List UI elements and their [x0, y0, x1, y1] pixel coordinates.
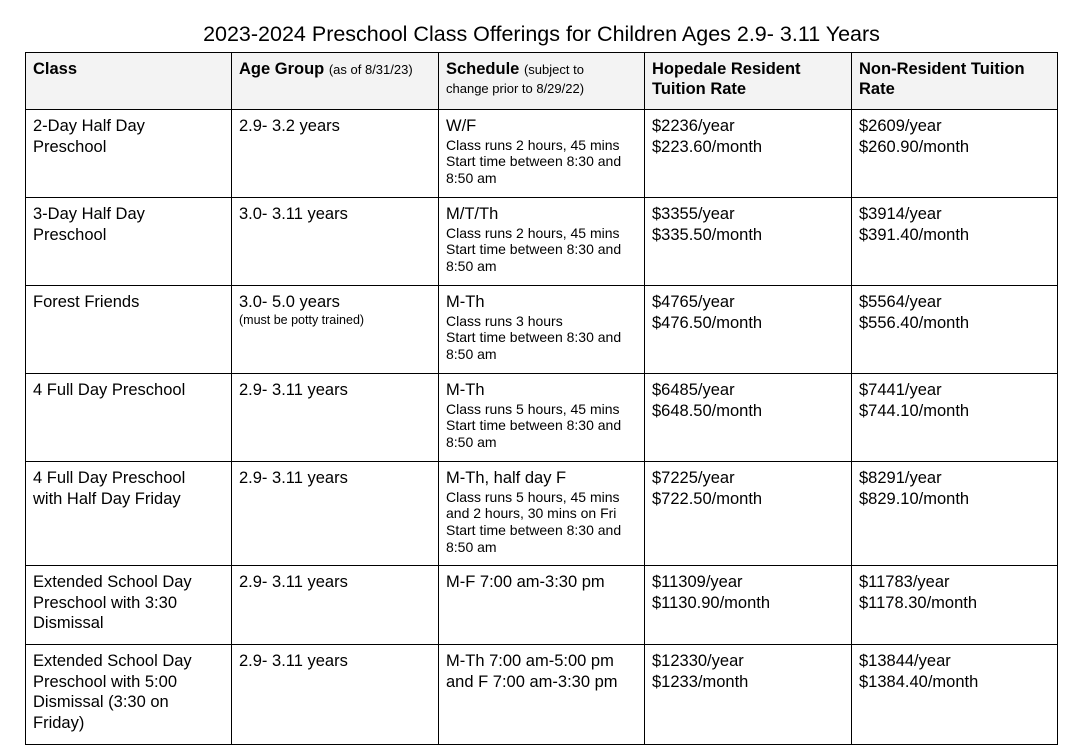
cell-schedule [439, 374, 645, 462]
cell-nonresident-rate [852, 286, 1058, 374]
cell-age-group [232, 286, 439, 374]
age-range: 2.9- 3.11 years [239, 381, 348, 399]
schedule-main-line: M-Th, half day F [446, 469, 567, 487]
class-lines-line: Extended School Day [33, 573, 192, 591]
nonresident-line: $13844/year [859, 652, 951, 670]
class-lines-line: Preschool with 3:30 [33, 593, 177, 612]
table-row [26, 566, 1058, 645]
resident-line: $722.50/month [652, 489, 763, 508]
nonresident-line: $1384.40/month [859, 672, 979, 691]
schedule-details-line: Class runs 2 hours, 45 mins [446, 136, 620, 153]
header-age-group-note: (as of 8/31/23) [328, 62, 413, 77]
nonresident-line: $1178.30/month [859, 593, 978, 612]
resident-line: $1233/month [652, 672, 749, 691]
age-range: 2.9- 3.2 years [239, 117, 340, 135]
cell-resident-rate [645, 198, 852, 286]
table-row [26, 645, 1058, 745]
class-lines-line: 2-Day Half Day [33, 117, 145, 135]
table-row [26, 198, 1058, 286]
class-lines-line: Preschool [33, 225, 107, 244]
table-row [26, 110, 1058, 198]
nonresident-line: $391.40/month [859, 225, 970, 244]
resident-line: $335.50/month [652, 225, 763, 244]
cell-class [26, 462, 232, 566]
schedule-details-line: 8:50 am [446, 346, 497, 363]
cell-nonresident-rate [852, 462, 1058, 566]
nonresident-line: $3914/year [859, 205, 942, 223]
age-range: 2.9- 3.11 years [239, 652, 348, 670]
schedule-details-line: Start time between 8:30 and [446, 153, 622, 170]
cell-age-group [232, 462, 439, 566]
resident-line: $4765/year [652, 293, 735, 311]
header-age-group: Age Group (as of 8/31/23) [232, 53, 439, 110]
schedule-details-line: Start time between 8:30 and [446, 329, 622, 346]
header-schedule: Schedule (subject to change prior to 8/29/22) [439, 53, 645, 110]
schedule-details-line: and 2 hours, 30 mins on Fri [446, 505, 617, 522]
schedule-main-line: M-Th [446, 381, 485, 399]
cell-nonresident-rate [852, 110, 1058, 198]
cell-nonresident-rate [852, 374, 1058, 462]
resident-line: $223.60/month [652, 137, 763, 156]
cell-nonresident-rate [852, 645, 1058, 745]
cell-schedule [439, 110, 645, 198]
nonresident-line: $8291/year [859, 469, 942, 487]
nonresident-line: $2609/year [859, 117, 942, 135]
header-class: Class [26, 53, 232, 110]
header-resident-rate: Hopedale Resident Tuition Rate [645, 53, 852, 110]
age-range: 2.9- 3.11 years [239, 469, 348, 487]
table-row [26, 462, 1058, 566]
class-lines-line: Extended School Day [33, 652, 192, 670]
cell-schedule [439, 566, 645, 645]
header-schedule-note-1: (subject to [523, 62, 584, 77]
cell-nonresident-rate [852, 198, 1058, 286]
schedule-details-line: 8:50 am [446, 170, 497, 187]
resident-line: $2236/year [652, 117, 735, 135]
cell-class [26, 566, 232, 645]
cell-class [26, 110, 232, 198]
nonresident-line: $744.10/month [859, 401, 970, 420]
schedule-details-line: Start time between 8:30 and [446, 241, 622, 258]
resident-line: $12330/year [652, 652, 744, 670]
resident-line: $6485/year [652, 381, 735, 399]
header-nonresident-rate: Non-Resident Tuition Rate [852, 53, 1058, 110]
cell-resident-rate [645, 645, 852, 745]
age-range: 3.0- 5.0 years [239, 293, 340, 311]
cell-age-group [232, 110, 439, 198]
class-lines-line: Dismissal (3:30 on [33, 693, 169, 711]
resident-line: $1130.90/month [652, 593, 771, 612]
cell-resident-rate [645, 566, 852, 645]
nonresident-line: $5564/year [859, 293, 942, 311]
cell-age-group [232, 566, 439, 645]
nonresident-line: $556.40/month [859, 313, 970, 332]
cell-age-group [232, 374, 439, 462]
schedule-details-line: Class runs 2 hours, 45 mins [446, 224, 620, 241]
schedule-details-line: 8:50 am [446, 538, 497, 555]
cell-schedule [439, 198, 645, 286]
cell-schedule [439, 645, 645, 745]
class-lines-line: 3-Day Half Day [33, 205, 145, 223]
resident-line: $476.50/month [652, 313, 763, 332]
age-note: (must be potty trained) [239, 312, 365, 327]
cell-resident-rate [645, 110, 852, 198]
schedule-details-line: Class runs 3 hours [446, 312, 563, 329]
cell-age-group [232, 645, 439, 745]
schedule-main-line: M-F 7:00 am-3:30 pm [446, 573, 605, 591]
schedule-details-line: Class runs 5 hours, 45 mins [446, 400, 620, 417]
schedule-main-line: W/F [446, 117, 477, 135]
cell-resident-rate [645, 374, 852, 462]
cell-resident-rate [645, 462, 852, 566]
resident-line: $11309/year [652, 573, 743, 591]
nonresident-line: $11783/year [859, 573, 950, 591]
class-lines-line: Forest Friends [33, 293, 140, 311]
cell-nonresident-rate [852, 566, 1058, 645]
table-row [26, 374, 1058, 462]
resident-line: $7225/year [652, 469, 735, 487]
nonresident-line: $260.90/month [859, 137, 970, 156]
cell-resident-rate [645, 286, 852, 374]
cell-class [26, 645, 232, 745]
class-lines-line: with Half Day Friday [33, 489, 181, 508]
schedule-main-line: M/T/Th [446, 205, 499, 223]
class-lines-line: Friday) [33, 713, 85, 732]
cell-schedule [439, 462, 645, 566]
class-lines-line: Dismissal [33, 614, 104, 632]
class-lines-line: Preschool with 5:00 [33, 672, 177, 691]
schedule-details-line: 8:50 am [446, 258, 497, 275]
class-lines-line: 4 Full Day Preschool [33, 381, 186, 399]
resident-line: $3355/year [652, 205, 735, 223]
class-offerings-table [25, 52, 1058, 745]
schedule-main-line: M-Th [446, 293, 485, 311]
document-title: 2023-2024 Preschool Class Offerings for Children Ages 2.9- 3.11 Years [203, 22, 880, 46]
cell-age-group [232, 198, 439, 286]
schedule-details-line: Start time between 8:30 and [446, 417, 622, 434]
resident-line: $648.50/month [652, 401, 763, 420]
class-lines-line: Preschool [33, 137, 107, 156]
cell-class [26, 286, 232, 374]
nonresident-line: $7441/year [859, 381, 942, 399]
cell-class [26, 374, 232, 462]
schedule-details-line: Start time between 8:30 and [446, 522, 622, 539]
table-header-row [26, 53, 1058, 110]
class-lines-line: 4 Full Day Preschool [33, 469, 186, 487]
age-range: 2.9- 3.11 years [239, 573, 348, 591]
schedule-main-line: and F 7:00 am-3:30 pm [446, 672, 618, 691]
schedule-details-line: 8:50 am [446, 434, 497, 451]
schedule-details-line: Class runs 5 hours, 45 mins [446, 488, 620, 505]
nonresident-line: $829.10/month [859, 489, 970, 508]
cell-schedule [439, 286, 645, 374]
header-schedule-note-2: change prior to 8/29/22) [446, 80, 585, 96]
schedule-main-line: M-Th 7:00 am-5:00 pm [446, 652, 614, 670]
age-range: 3.0- 3.11 years [239, 205, 348, 223]
table-row [26, 286, 1058, 374]
cell-class [26, 198, 232, 286]
